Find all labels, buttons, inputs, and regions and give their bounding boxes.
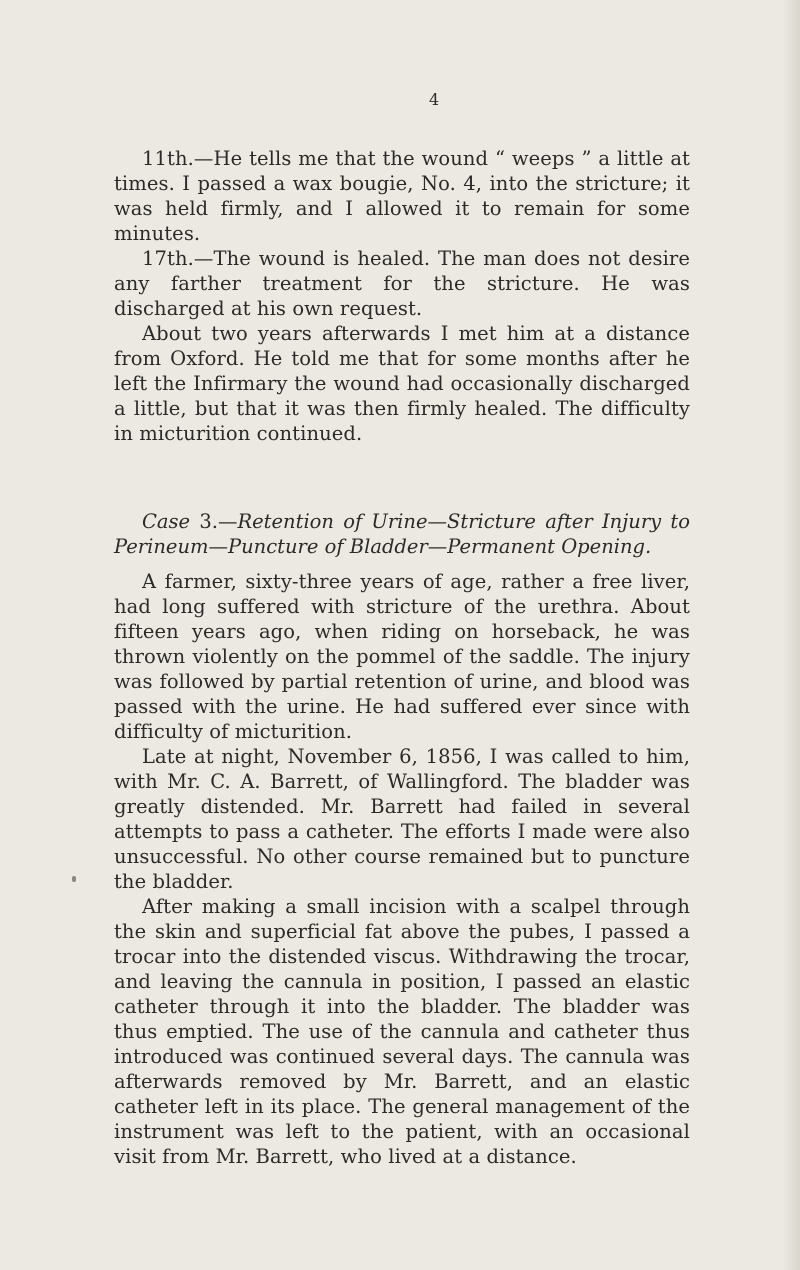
- paragraph-late-at-night: Late at night, November 6, 1856, I was called to him, with Mr. C. A. Barrett, of Wallingford. The bladder was greatly distended. Mr. Barrett had failed in several attempts to pass a catheter. The efforts I made were also unsuccessful. No other course remained but to puncture the bladder.: [114, 745, 690, 893]
- paragraph-11th: 11th.—He tells me that the wound “ weeps ” a little at times. I passed a wax bougie, No. 4, into the stricture; it was held firmly, and I allowed it to remain for some minutes.: [114, 147, 690, 245]
- page-number: 4: [429, 90, 440, 109]
- ink-speck: [72, 876, 76, 882]
- case-heading-block: [114, 509, 690, 559]
- case-number: 3.—: [199, 510, 238, 533]
- case-label: Case: [142, 510, 191, 533]
- case-title: Retention of Urine—Stricture after Injury to Perineum—Puncture of Bladder—Permanent Opening.: [114, 510, 690, 558]
- paragraph-two-years-later: About two years afterwards I met him at a distance from Oxford. He told me that for some months after he left the Infirmary the wound had occasionally discharged a little, but that it was then firmly healed. The difficulty in micturition continued.: [114, 322, 690, 445]
- paragraph-17th: 17th.—The wound is healed. The man does not desire any farther treatment for the stricture. He was discharged at his own request.: [114, 247, 690, 320]
- paragraph-incision: After making a small incision with a scalpel through the skin and superficial fat above the pubes, I passed a trocar into the distended viscus. Withdrawing the trocar, and leaving the cannula in position, I passed an elastic catheter through it into the bladder. The bladder was thus emptied. The use of the cannula and catheter thus introduced was continued several days. The cannula was afterwards removed by Mr. Barrett, and an elastic catheter left in its place. The general management of the instrument was left to the patient, with an occasional visit from Mr. Barrett, who lived at a distance.: [114, 895, 690, 1168]
- text-section-top: [114, 146, 690, 446]
- paragraph-farmer: A farmer, sixty-three years of age, rather a free liver, had long suffered with stricture of the urethra. About fifteen years ago, when riding on horseback, he was thrown violently on the pommel of the saddle. The injury was followed by partial retention of urine, and blood was passed with the urine. He had suffered ever since with difficulty of micturition.: [114, 570, 690, 743]
- page-edge-shadow: [782, 0, 800, 1270]
- case-heading: [114, 509, 690, 559]
- text-section-case: [114, 569, 690, 1169]
